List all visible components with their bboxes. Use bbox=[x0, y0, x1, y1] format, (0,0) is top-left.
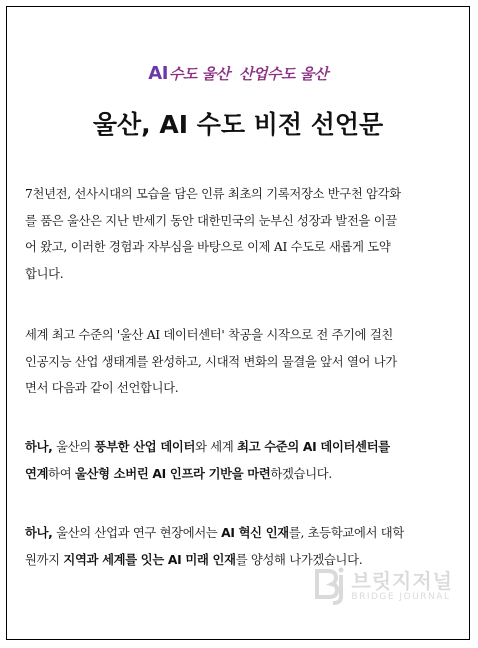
paragraph-line bbox=[25, 461, 471, 488]
paragraph-line: 어 왔고, 이러한 경험과 자부심을 바탕으로 이제 AI 수도로 새롭게 도약 bbox=[25, 240, 391, 254]
bold-run: 울산형 소버린 AI 인프라 기반을 마련 bbox=[74, 466, 271, 481]
text-run: 울산의 산업과 연구 현장에서는 bbox=[52, 526, 222, 540]
text-run: 와 세계 bbox=[195, 440, 238, 454]
text-run: 원까지 bbox=[25, 552, 64, 567]
slogan-part1: 수도 울산 bbox=[168, 65, 230, 83]
paragraph-declaration-lead bbox=[25, 322, 471, 402]
text-run: 를 양성해 나가겠습니다. bbox=[235, 552, 363, 567]
bold-run: 최고 수준의 AI 데이터센터를 bbox=[237, 440, 390, 454]
watermark-korean: 브릿지저널 bbox=[351, 568, 453, 593]
bridge-journal-logo-icon bbox=[313, 567, 347, 605]
text-run: 하여 bbox=[48, 466, 75, 481]
bridge-journal-watermark bbox=[313, 567, 453, 605]
bold-run: AI 혁신 인재 bbox=[221, 526, 289, 540]
bold-run: 연계 bbox=[25, 466, 49, 481]
slogan-part2: 산업수도 울산 bbox=[239, 65, 328, 83]
pledge-data-infrastructure bbox=[25, 434, 471, 487]
text-run: 를, 초등학교에서 대학 bbox=[288, 526, 404, 540]
paragraph-line: 인공지능 산업 생태계를 완성하고, 시대적 변화의 물결을 앞서 열어 나가 bbox=[25, 354, 397, 369]
paragraph-line: 세계 최고 수준의 '울산 AI 데이터센터' 착공을 시작으로 전 주기에 걸친 bbox=[25, 328, 394, 342]
paragraph-line bbox=[25, 520, 471, 547]
paragraph-intro bbox=[25, 181, 471, 287]
bold-run: 풍부한 산업 데이터 bbox=[94, 440, 196, 454]
paragraph-line: 면서 다음과 같이 선언합니다. bbox=[25, 381, 179, 395]
slogan-ai: AI bbox=[148, 63, 168, 84]
bold-run: 지역과 세계를 잇는 AI 미래 인재 bbox=[63, 552, 236, 567]
paragraph-line bbox=[25, 434, 471, 461]
slogan bbox=[7, 63, 469, 84]
pledge-marker: 하나, bbox=[25, 440, 53, 454]
pledge-ai-talent bbox=[25, 520, 471, 573]
pledge-marker: 하나, bbox=[25, 526, 53, 540]
paragraph-line: 합니다. bbox=[25, 266, 64, 281]
text-run: 울산의 bbox=[52, 440, 95, 454]
document-frame bbox=[6, 6, 470, 640]
paragraph-line: 를 품은 울산은 지난 반세기 동안 대한민국의 눈부신 성장과 발전을 이끌 bbox=[25, 213, 397, 228]
page-title: 울산, AI 수도 비전 선언문 bbox=[92, 110, 384, 139]
paragraph-line: 7천년전, 선사시대의 모습을 담은 인류 최초의 기록저장소 반구천 암각화 bbox=[25, 187, 401, 201]
text-run: 하겠습니다. bbox=[270, 466, 332, 481]
watermark-english: BRIDGE JOURNAL bbox=[351, 591, 451, 602]
